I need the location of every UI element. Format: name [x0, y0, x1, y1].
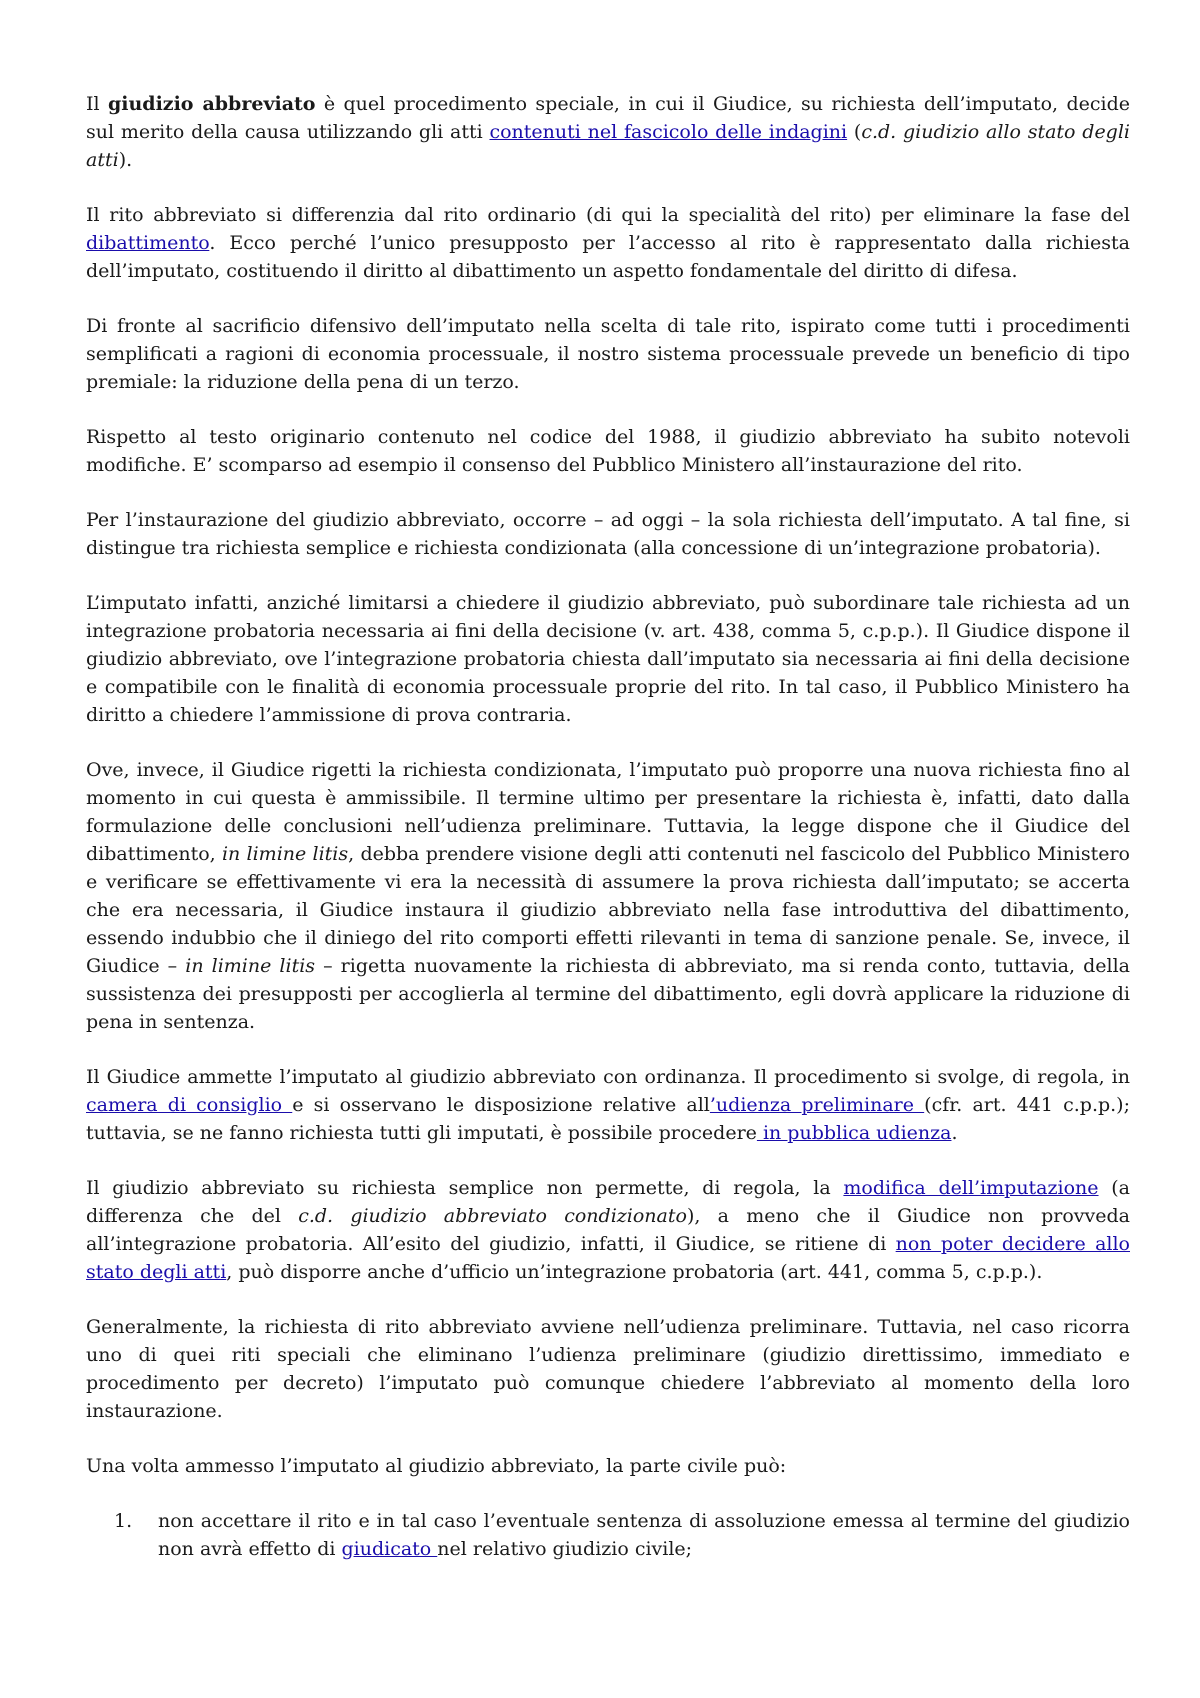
list-item-number: 1.: [114, 1510, 133, 1532]
link-camera-di-consiglio[interactable]: camera di consiglio: [86, 1094, 293, 1116]
numbered-list: [86, 1507, 1130, 1563]
paragraph-definition: Il giudizio abbreviato è quel procedimento speciale, in cui il Giudice, su richiesta dell’imputato, decide sul merito della causa utilizzando gli atti contenuti nel fascicolo delle indagini (c.d. giudizio allo stato degli atti).: [86, 93, 1131, 171]
list-item-text: non accettare il rito e in tal caso l’eventuale sentenza di assoluzione emessa al termine del giudizio non avrà effetto di giudicato nel relativo giudizio civile;: [158, 1510, 1130, 1560]
link-modifica-imputazione[interactable]: modifica dell’imputazione: [843, 1177, 1099, 1199]
paragraph-rispetto: Rispetto al testo originario contenuto nel codice del 1988, il giudizio abbreviato ha subito notevoli modifiche. E’ scomparso ad esempio il consenso del Pubblico Ministero all’instaurazione del rito.: [86, 426, 1130, 476]
paragraph-imputato: L’imputato infatti, anziché limitarsi a chiedere il giudizio abbreviato, può subordinare tale richiesta ad un integrazione probatoria necessaria ai fini della decisione (v. art. 438, comma 5, c.p.p.). Il Giudice dispone il giudizio abbreviato, ove l’integrazione probatoria chiesta dall’imputato sia necessaria ai fini della decisione e compatibile con le finalità di economia processuale proprie del rito. In tal caso, il Pubblico Ministero ha diritto a chiedere l’ammissione di prova contraria.: [86, 592, 1130, 726]
paragraph-instaurazione: Per l’instaurazione del giudizio abbreviato, occorre – ad oggi – la sola richiesta dell’imputato. A tal fine, si distingue tra richiesta semplice e richiesta condizionata (alla concessione di un’integrazione probatoria).: [86, 509, 1130, 559]
paragraph-generalmente: Generalmente, la richiesta di rito abbreviato avviene nell’udienza preliminare. Tuttavia, nel caso ricorra uno di quei riti speciali che eliminano l’udienza preliminare (giudizio direttissimo, immediato e procedimento per decreto) l’imputato può comunque chiedere l’abbreviato al momento della loro instaurazione.: [86, 1316, 1130, 1422]
link-stato-degli-atti[interactable]: non poter decidere allo stato degli atti: [86, 1233, 1130, 1283]
paragraph-parte-civile: Una volta ammesso l’imputato al giudizio abbreviato, la parte civile può:: [86, 1455, 787, 1477]
paragraph-sacrificio: Di fronte al sacrificio difensivo dell’imputato nella scelta di tale rito, ispirato come tutti i procedimenti semplificati a ragioni di economia processuale, il nostro sistema processuale prevede un beneficio di tipo premiale: la riduzione della pena di un terzo.: [86, 315, 1130, 393]
link-udienza-preliminare[interactable]: ’udienza preliminare: [709, 1094, 925, 1116]
paragraph-differenza: Il rito abbreviato si differenzia dal rito ordinario (di qui la specialità del rito) per eliminare la fase del dibattimento. Ecco perché l’unico presupposto per l’accesso al rito è rappresentato dalla richiesta dell’imputato, costituendo il diritto al dibattimento un aspetto fondamentale del diritto di difesa.: [86, 204, 1130, 282]
paragraph-rigetto: Ove, invece, il Giudice rigetti la richiesta condizionata, l’imputato può proporre una nuova richiesta fino al momento in cui questa è ammissibile. Il termine ultimo per presentare la richiesta è, infatti, dato dalla formulazione delle conclusioni nell’udienza preliminare. Tuttavia, la legge dispone che il Giudice del dibattimento, in limine litis, debba prendere visione degli atti contenuti nel fascicolo del Pubblico Ministero e verificare se effettivamente vi era la necessità di assumere la prova richiesta dall’imputato; se accerta che era necessaria, il Giudice instaura il giudizio abbreviato nella fase introduttiva del dibattimento, essendo indubbio che il diniego del rito comporti effetti rilevanti in tema di sanzione penale. Se, invece, il Giudice – in limine litis – rigetta nuovamente la richiesta di abbreviato, ma si renda conto, tuttavia, della sussistenza dei presupposti per accoglierla al termine del dibattimento, egli dovrà applicare la riduzione di pena in sentenza.: [86, 759, 1130, 1033]
bold-term: giudizio abbreviato: [107, 93, 316, 115]
link-pubblica-udienza[interactable]: in pubblica udienza: [756, 1122, 952, 1144]
paragraph-richiesta-semplice: Il giudizio abbreviato su richiesta semplice non permette, di regola, la modifica dell’imputazione (a differenza che del c.d. giudizio abbreviato condizionato), a meno che il Giudice non provveda all’integrazione probatoria. All’esito del giudizio, infatti, il Giudice, se ritiene di non poter decidere allo stato degli atti, può disporre anche d’ufficio un’integrazione probatoria (art. 441, comma 5, c.p.p.).: [86, 1177, 1131, 1283]
list-item: [86, 1507, 1130, 1563]
link-fascicolo-indagini[interactable]: contenuti nel fascicolo delle indagini: [489, 121, 848, 143]
link-giudicato[interactable]: giudicato: [341, 1538, 438, 1560]
link-dibattimento[interactable]: dibattimento: [86, 232, 210, 254]
paragraph-ammissione: Il Giudice ammette l’imputato al giudizio abbreviato con ordinanza. Il procedimento si svolge, di regola, in camera di consiglio e si osservano le disposizione relative all’udienza preliminare (cfr. art. 441 c.p.p.); tuttavia, se ne fanno richiesta tutti gli imputati, è possibile procedere in pubblica udienza.: [86, 1066, 1130, 1144]
